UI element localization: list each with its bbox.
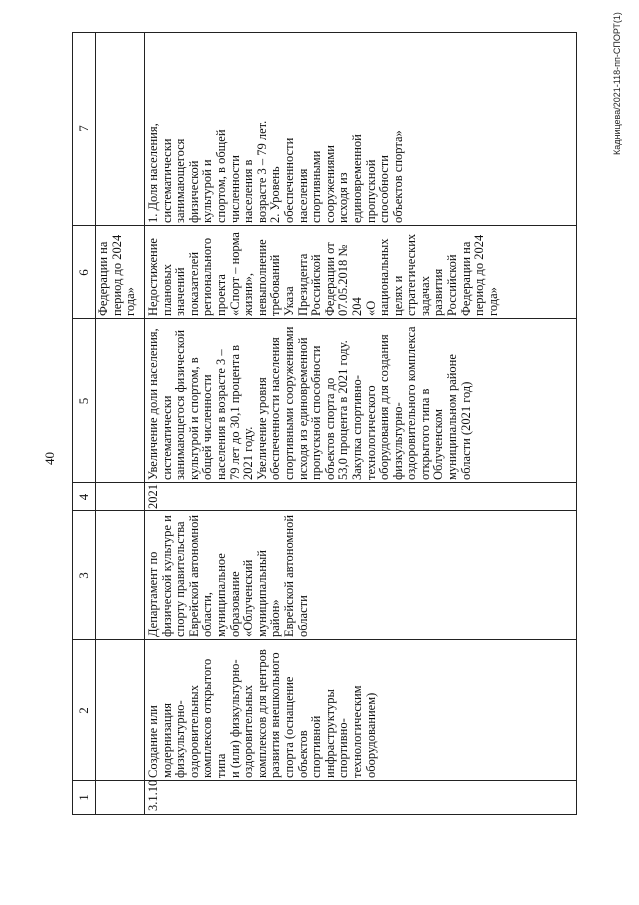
- header-col-2: 2: [76, 707, 91, 714]
- header-col-1: 1: [76, 794, 91, 801]
- plan-table: [72, 32, 577, 815]
- header-col-3: 3: [76, 572, 91, 579]
- row-divider: [144, 33, 145, 814]
- consequences: Недостижение плановых значений показателей регионального проекта «Спорт – норма жизни», невыполнение требований Указа Президента Российской Федерации от 07.05.2018 № 204 «О национальных целях и стратегических задачах развития Российской Федерации на период до 2024 года»: [146, 232, 500, 316]
- expected-result: Увеличение доли населения, систематически занимающегося физической культурой и спортом, в общей численности населения в возрасте 3 – 79 лет до 30,1 процента в 2021 году. Увеличение уровня обеспеченности населения спортивными сооружениями исходя из единовременной пропускной способности объектов спорта до 53,0 процента в 2021 году. Закупка спортивно- технологического оборудования для создания физкультурно- оздоровительного комплекса открытого типа в Облученском муниципальном районе области (2021 год): [146, 326, 473, 480]
- page-number: 40: [42, 452, 57, 465]
- header-col-7: 7: [76, 125, 91, 132]
- row-number: 3.1.10: [146, 779, 160, 811]
- column-divider: [73, 318, 576, 319]
- continuation-col6: Федерации на период до 2024 года»: [96, 234, 138, 316]
- header-col-6: 6: [76, 269, 91, 276]
- column-divider: [73, 225, 576, 226]
- row-divider: [95, 33, 96, 814]
- executor: Департамент по физической культуре и спорту правительства Еврейской автономной области, муниципальное образование «Облученский муниципальный район» Еврейской автономной области: [146, 514, 310, 637]
- document-code: Кадницева/2021-118-пп-СПОРТ(1): [612, 12, 622, 155]
- indicators: 1. Доля населения, систематически занимающегося физической культурой и спортом, в общей численности населения в возрасте 3 – 79 лет. 2. Уровень обеспеченности населения спортивными сооружениями исходя из единовременной пропускной способности объектов спорта»: [146, 120, 405, 223]
- header-col-4: 4: [76, 493, 91, 501]
- column-divider: [73, 639, 576, 640]
- event-name: Создание или модернизация физкультурно- оздоровительных комплексов открытого типа и (или) физкультурно- оздоровительных комплексов для центров развития внешкольного спорта (оснащение объектов спортивной инфраструктуры спортивно-технологическим оборудованием): [146, 649, 378, 778]
- year: 2021: [146, 484, 160, 509]
- header-col-5: 5: [76, 397, 91, 405]
- column-divider: [73, 510, 576, 511]
